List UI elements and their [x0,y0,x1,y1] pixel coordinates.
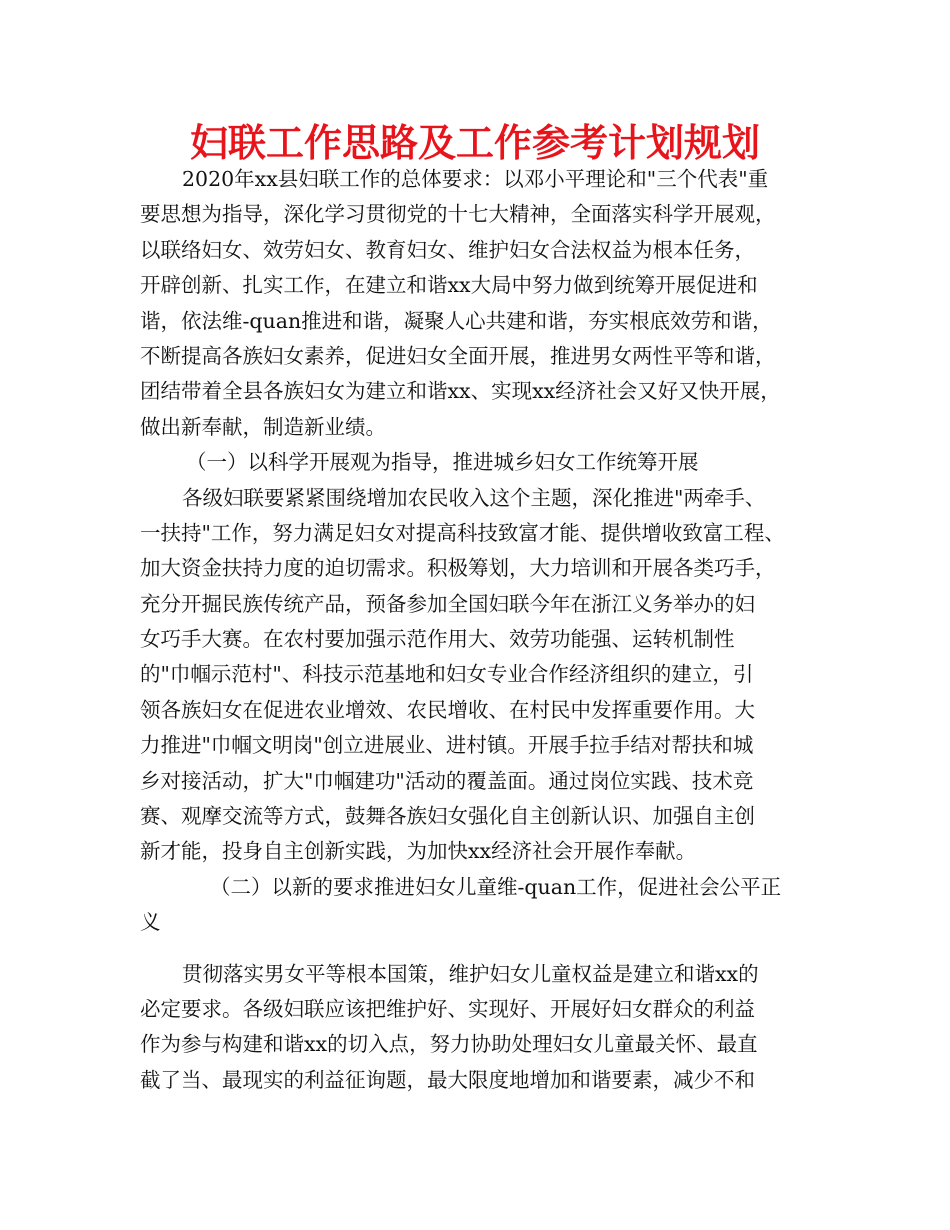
document-title: 妇联工作思路及工作参考计划规划 [189,121,760,165]
paragraph-line: 贯彻落实男女平等根本国策，维护妇女儿童权益是建立和谐xx的 [182,961,759,986]
paragraph-line: 加大资金扶持力度的迫切需求。积极筹划，大力培训和开展各类巧手， [140,556,776,581]
paragraph-line: 必定要求。各级妇联应该把维护好、实现好、开展好妇女群众的利益 [140,996,755,1021]
paragraph-line: 开辟创新、扎实工作，在建立和谐xx大局中努力做到统筹开展促进和 [140,273,758,298]
paragraph-line: 赛、观摩交流等方式，鼓舞各族妇女强化自主创新认识、加强自主创 [140,804,755,829]
paragraph-line: 领各族妇女在促进农业增效、农民增收、在村民中发挥重要作用。大 [140,697,755,722]
paragraph-gap [140,941,820,957]
paragraph-line: 力推进"巾帼文明岗"创立进展业、进村镇。开展手拉手结对帮扶和城 [140,733,754,758]
paragraph-line: 2020年xx县妇联工作的总体要求：以邓小平理论和"三个代表"重 [182,167,769,191]
paragraph-line: 作为参与构建和谐xx的切入点，努力协助处理妇女儿童最关怀、最直 [140,1032,758,1057]
section-heading: （一）以科学开展观为指导，推进城乡妇女工作统筹开展 [186,450,699,475]
paragraph-line: 各级妇联要紧紧围绕增加农民收入这个主题，深化推进"两牵手、 [182,485,766,510]
paragraph-line: 不断提高各族妇女素养，促进妇女全面开展，推进男女两性平等和谐， [140,343,776,368]
paragraph-line: 以联络妇女、效劳妇女、教育妇女、维护妇女合法权益为根本任务， [140,237,755,262]
paragraph-line: 新才能，投身自主创新实践，为加快xx经济社会开展作奉献。 [140,839,697,864]
section-heading: （二）以新的要求推进妇女儿童维-quan工作，促进社会公平正 [210,874,782,899]
paragraph-line: 一扶持"工作，努力满足妇女对提高科技致富才能、提供增收致富工程、 [140,520,785,545]
paragraph-line: 乡对接活动，扩大"巾帼建功"活动的覆盖面。通过岗位实践、技术竞 [140,768,754,793]
section-heading-continuation: 义 [140,910,161,935]
paragraph-line: 团结带着全县各族妇女为建立和谐xx、实现xx经济社会又好又快开展， [140,379,781,404]
paragraph-line: 要思想为指导，深化学习贯彻党的十七大精神，全面落实科学开展观， [140,202,776,227]
document-body [140,162,820,1098]
paragraph-line: 谐，依法维-quan推进和谐，凝聚人心共建和谐，夯实根底效劳和谐， [140,308,773,333]
paragraph-line: 充分开掘民族传统产品，预备参加全国妇联今年在浙江义务举办的妇 [140,591,755,616]
paragraph-line: 截了当、最现实的利益征询题，最大限度地增加和谐要素，减少不和 [140,1067,755,1092]
paragraph-line: 的"巾帼示范村"、科技示范基地和妇女专业合作经济组织的建立，引 [140,662,754,687]
paragraph-line: 女巧手大赛。在农村要加强示范作用大、效劳功能强、运转机制性 [140,627,735,652]
paragraph-line: 做出新奉献，制造新业绩。 [140,414,386,439]
